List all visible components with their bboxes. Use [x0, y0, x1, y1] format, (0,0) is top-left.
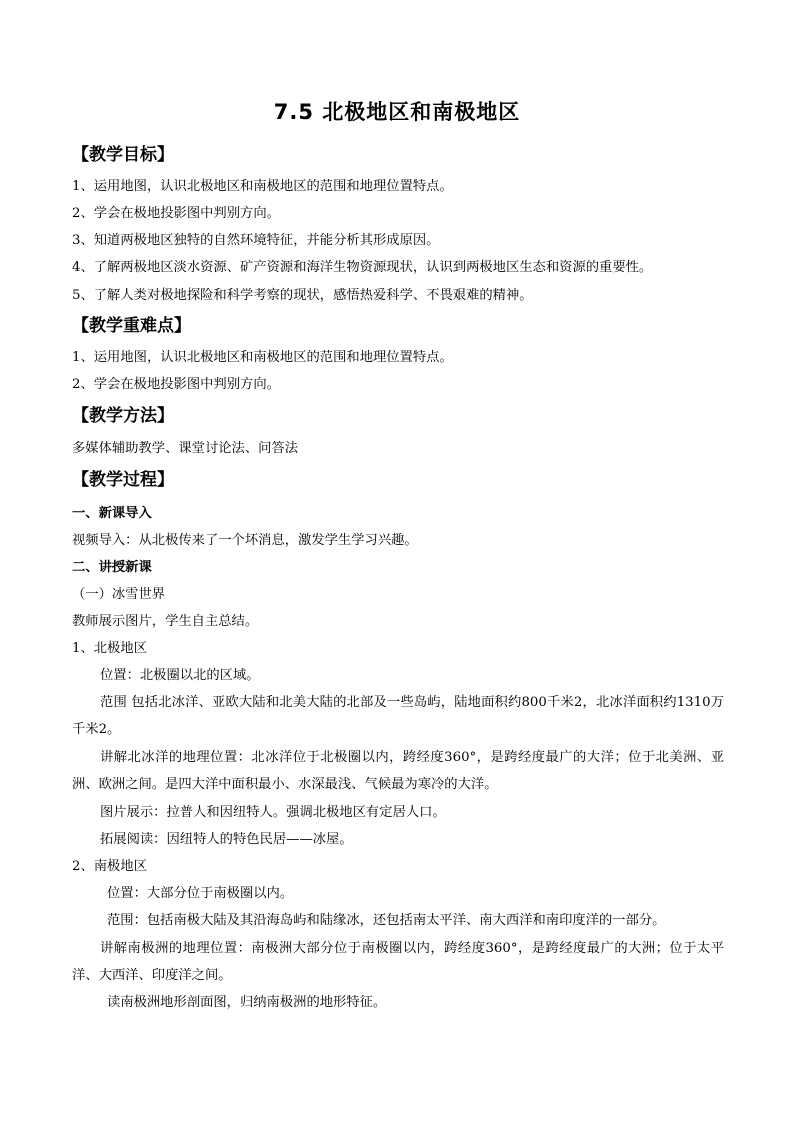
new-lesson-intro-heading: 一、新课导入 — [72, 506, 152, 521]
objective-item-1: 1、运用地图，认识北极地区和南极地区的范围和地理位置特点。 — [72, 179, 453, 194]
arctic-pictures: 图片展示：拉普人和因纽特人。强调北极地区有定居人口。 — [100, 805, 446, 820]
antarctic-profile: 读南极洲地形剖面图，归纳南极洲的地形特征。 — [107, 995, 387, 1010]
objective-item-2: 2、学会在极地投影图中判别方向。 — [72, 206, 280, 221]
objective-item-5: 5、了解人类对极地探险和科学考察的现状，感悟热爱科学、不畏艰难的精神。 — [72, 288, 533, 303]
antarctic-scope: 范围：包括南极大陆及其沿海岛屿和陆缘冰，还包括南太平洋、南大西洋和南印度洋的一部分。 — [107, 913, 666, 928]
key-point-item-1: 1、运用地图，认识北极地区和南极地区的范围和地理位置特点。 — [72, 350, 453, 365]
key-point-item-2: 2、学会在极地投影图中判别方向。 — [72, 377, 280, 392]
ice-world-subheading: （一）冰雪世界 — [72, 587, 166, 602]
process-heading: 【教学过程】 — [72, 470, 174, 490]
objective-item-4: 4、了解两极地区淡水资源、矿产资源和海洋生物资源现状，认识到两极地区生态和资源的重要性。 — [72, 260, 653, 275]
arctic-reading: 拓展阅读：因纽特人的特色民居——冰屋。 — [100, 832, 353, 847]
teaching-new-lesson-heading: 二、讲授新课 — [72, 560, 152, 575]
new-lesson-intro-text: 视频导入：从北极传来了一个坏消息，激发学生学习兴趣。 — [72, 533, 418, 548]
arctic-explain: 讲解北冰洋的地理位置：北冰洋位于北极圈以内，跨经度360°，是跨经度最广的大洋；位于北美洲、亚洲、欧洲之间。是四大洋中面积最小、水深最浅、气候最为寒冷的大洋。 — [72, 750, 724, 792]
antarctic-heading: 2、南极地区 — [72, 859, 147, 874]
antarctic-location: 位置：大部分位于南极圈以内。 — [107, 886, 294, 901]
objective-item-3: 3、知道两极地区独特的自然环境特征，并能分析其形成原因。 — [72, 233, 440, 248]
key-points-heading: 【教学重难点】 — [72, 316, 191, 336]
arctic-scope: 范围 包括北冰洋、亚欧大陆和北美大陆的北部及一些岛屿，陆地面积约800千米2，北冰洋面积约1310万千米2。 — [72, 695, 724, 737]
methods-heading: 【教学方法】 — [72, 406, 174, 426]
objectives-heading: 【教学目标】 — [72, 145, 174, 165]
document-title: 7.5 北极地区和南极地区 — [273, 100, 521, 124]
methods-text: 多媒体辅助教学、课堂讨论法、问答法 — [72, 441, 299, 456]
ice-world-text: 教师展示图片，学生自主总结。 — [72, 614, 259, 629]
arctic-heading: 1、北极地区 — [72, 641, 147, 656]
arctic-location: 位置：北极圈以北的区域。 — [100, 668, 260, 683]
antarctic-explain: 讲解南极洲的地理位置：南极洲大部分位于南极圈以内，跨经度360°，是跨经度最广的大洲；位于太平洋、大西洋、印度洋之间。 — [72, 941, 724, 983]
